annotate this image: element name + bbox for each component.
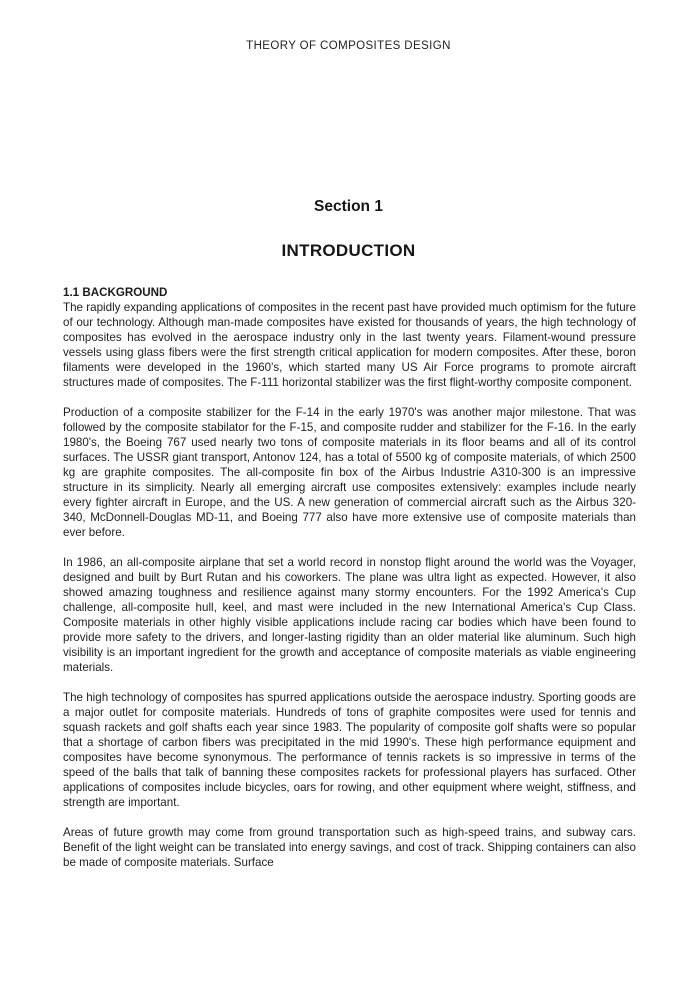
paragraph-background-3: In 1986, an all-composite airplane that set a world record in nonstop flight around the world was the Voyager, designed and built by Burt Rutan and his coworkers. The plane was ultra light as expected. However, it also showed amazing toughness and resilience against many stormy encounters. For the 1992 America's Cup challenge, all-composite hull, keel, and mast were included in the new International America's Cup Class. Composite materials in other highly visible applications include racing car bodies which have been found to provide more safety to the drivers, and longer-lasting rigidity than an older material like aluminum. Such high visibility is an important ingredient for the growth and acceptance of composite materials as viable engineering materials.	[63, 556, 636, 674]
paragraph-background-2: Production of a composite stabilizer for the F-14 in the early 1970's was another major milestone. That was followed by the composite stabilator for the F-15, and composite rudder and stabilizer for the F-16. In the early 1980's, the Boeing 767 used nearly two tons of composite materials in its floor beams and all of its control surfaces. The USSR giant transport, Antonov 124, has a total of 5500 kg of composite materials, of which 2500 kg are graphite composites. The all-composite fin box of the Airbus Industrie A310-300 is an impressive structure in its simplicity. Nearly all emerging aircraft use composites extensively: examples include nearly every fighter aircraft in Europe, and the US. A new generation of commercial aircraft such as the Airbus 320-340, McDonnell-Douglas MD-11, and Boeing 777 also have more extensive use of composite materials than ever before.	[63, 406, 636, 539]
paragraph-background-4: The high technology of composites has spurred applications outside the aerospace industry. Sporting goods are a major outlet for composite materials. Hundreds of tons of graphite composites were used for tennis and squash rackets and golf shafts each year since 1983. The popularity of composite golf shafts were so popular that a shortage of carbon fibers was precipitated in the mid 1990's. These high performance equipment and composites have become synonymous. The performance of tennis rackets is so impressive in terms of the speed of the balls that talk of banning these composites rackets for professional players has surfaced. Other applications of composites include bicycles, oars for rowing, and other equipment where weight, stiffness, and strength are important.	[63, 691, 636, 809]
running-header: THEORY OF COMPOSITES DESIGN	[246, 40, 451, 52]
section-heading: INTRODUCTION	[281, 241, 416, 260]
body-text-column	[63, 285, 636, 885]
paragraph-background-1: The rapidly expanding applications of composites in the recent past have provided much optimism for the future of our technology. Although man-made composites have existed for thousands of years, the high technology of composites has evolved in the aerospace industry only in the last twenty years. Filament-wound pressure vessels using glass fibers were the first strength critical application for modern composites. After these, boron filaments were developed in the 1960's, which started many US Air Force programs to promote aircraft structures made of composites. The F-111 horizontal stabilizer was the first flight-worthy composite component.	[63, 301, 636, 389]
section-title: Section 1	[314, 198, 383, 215]
subsection-heading: 1.1 BACKGROUND	[63, 286, 168, 299]
paragraph-background-5: Areas of future growth may come from ground transportation such as high-speed trains, and subway cars. Benefit of the light weight can be translated into energy savings, and cost of track. Shipping containers can also be made of composite materials. Surface	[63, 826, 636, 869]
